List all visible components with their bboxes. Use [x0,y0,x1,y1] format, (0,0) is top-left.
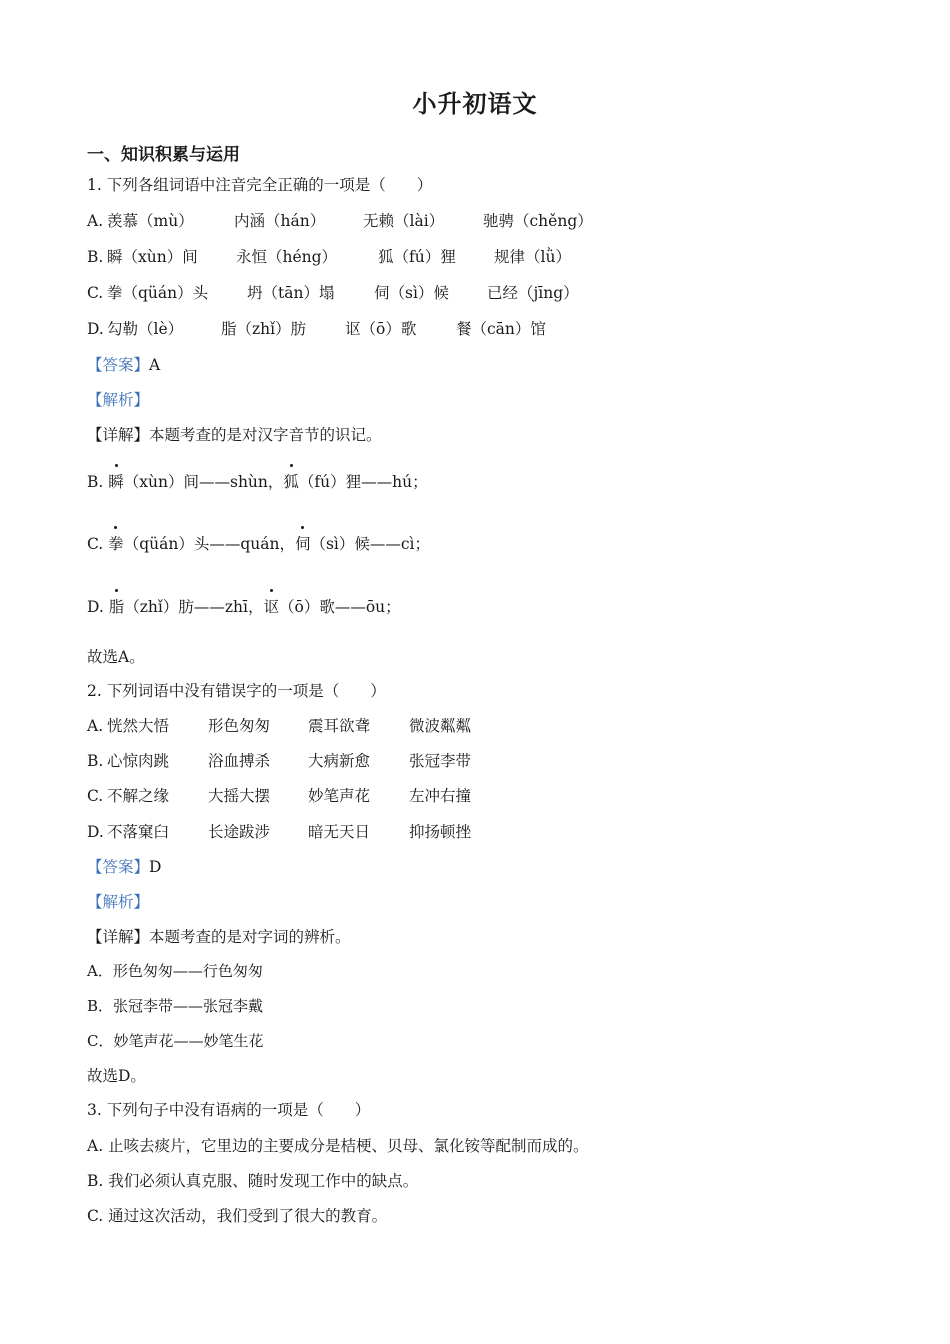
page-title: 小升初语文 [412,90,538,118]
q1-correction-c [87,533,430,555]
q2-conclusion: 故选D。 [87,1067,146,1085]
q1-correction-b [87,471,428,493]
option-item: 大病新愈 [308,752,371,770]
option-item: 狐（fú）狸 [378,248,456,266]
option-item: 左冲右撞 [409,787,472,805]
q2-option-c [87,785,587,807]
option-label: D. [87,823,104,841]
dotted-char: 狐 [283,473,299,491]
option-item: 不解之缘 [107,787,170,805]
option-item: 暗无天日 [308,823,371,841]
q1-correction-d [87,596,401,618]
option-item: 长途跋涉 [208,823,271,841]
option-label: C. [87,284,104,302]
q2-option-b [87,750,587,772]
answer-value: A [149,356,161,374]
correction-label: C. [87,535,104,553]
option-label: B. [87,248,104,266]
q1-option-d [87,318,687,340]
option-item: 无赖（lài） [363,212,445,230]
dotted-char: 脂 [108,598,125,616]
q3-option-a: A. 止咳去痰片，它里边的主要成分是桔梗、贝母、氯化铵等配制而成的。 [87,1137,589,1155]
correction-text: （fú）狸——hú； [298,473,428,491]
q3-stem: 3. 下列句子中没有语病的一项是（ ） [87,1101,371,1119]
q2-answer [87,856,161,878]
q1-option-c [87,282,687,304]
option-item: 心惊肉跳 [107,752,170,770]
answer-tag: 【答案】 [87,858,150,876]
option-item: 恍然大悟 [107,717,170,735]
option-item: 讴（ō）歌 [345,320,417,338]
option-item: 抑扬顿挫 [409,823,472,841]
detail-tag: 【详解】 [87,928,150,946]
q1-answer [87,354,160,376]
option-item: 大摇大摆 [208,787,271,805]
q2-stem: 2. 下列词语中没有错误字的一项是（ ） [87,682,386,700]
option-label: A. [87,212,104,230]
q2-correction: B．张冠李带——张冠李戴 [87,997,264,1015]
q2-correction: A．形色匆匆——行色匆匆 [87,962,263,980]
option-item: 妙笔声花 [308,787,371,805]
detail-text: 本题考查的是对汉字音节的识记。 [149,426,382,444]
option-item: 驰骋（chěng） [483,212,593,230]
detail-tag: 【详解】 [87,426,150,444]
q2-option-a [87,715,587,737]
option-item: 羡慕（mù） [107,212,194,230]
option-item: 内涵（hán） [234,212,326,230]
detail-text: 本题考查的是对字词的辨析。 [149,928,351,946]
option-item: 规律（lǜ） [494,248,571,266]
option-item: 张冠李带 [409,752,472,770]
q1-option-b [87,246,687,268]
option-label: D. [87,320,104,338]
option-item: 微波粼粼 [409,717,472,735]
option-label: B. [87,752,104,770]
correction-text: （xùn）间——shùn， [123,473,284,491]
option-item: 伺（sì）候 [374,284,449,302]
option-item: 震耳欲聋 [308,717,371,735]
q2-correction: C．妙笔声花——妙笔生花 [87,1032,264,1050]
option-item: 不落窠臼 [107,823,170,841]
q1-detail [87,424,382,446]
option-label: C. [87,787,104,805]
correction-label: B. [87,473,104,491]
q3-option-b: B. 我们必须认真克服、随时发现工作中的缺点。 [87,1172,419,1190]
q1-conclusion: 故选A。 [87,648,145,666]
correction-text: （zhǐ）肪——zhī， [124,598,264,616]
correction-label: D. [87,598,104,616]
q2-option-d [87,821,587,843]
dotted-char: 讴 [263,598,279,616]
q3-option-c: C. 通过这次活动，我们受到了很大的教育。 [87,1207,388,1225]
option-item: 形色匆匆 [208,717,271,735]
option-item: 餐（cān）馆 [456,320,546,338]
option-item: 勾勒（lè） [107,320,184,338]
q2-detail [87,926,351,948]
q2-analysis-tag: 【解析】 [87,893,150,911]
dotted-char: 拳 [108,535,124,553]
q1-analysis-tag: 【解析】 [87,391,150,409]
option-item: 浴血搏杀 [208,752,271,770]
option-item: 拳（qüán）头 [107,284,209,302]
option-label: A. [87,717,104,735]
answer-tag: 【答案】 [87,356,150,374]
option-item: 坍（tān）塌 [247,284,335,302]
option-item: 脂（zhǐ）肪 [221,320,307,338]
q1-option-a [87,210,687,232]
correction-text: （ō）歌——ōu； [279,598,401,616]
answer-value: D [149,858,162,876]
option-item: 已经（jīng） [487,284,579,302]
dotted-char: 瞬 [108,473,124,491]
q1-stem: 1. 下列各组词语中注音完全正确的一项是（ ） [87,176,433,194]
option-item: 瞬（xùn）间 [107,248,198,266]
dotted-char: 伺 [294,535,311,553]
correction-text: （sì）候——cì； [310,535,431,553]
section-heading: 一、知识积累与运用 [87,145,240,165]
option-item: 永恒（héng） [236,248,338,266]
correction-text: （qüán）头——quán， [123,535,295,553]
